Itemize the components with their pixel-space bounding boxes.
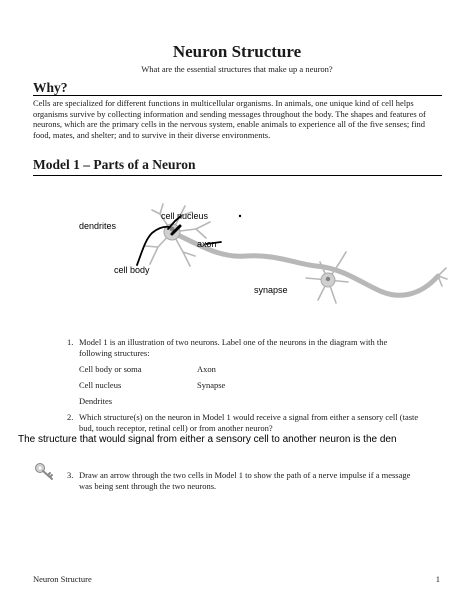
page-number: 1 (435, 574, 440, 584)
page-title: Neuron Structure (172, 42, 302, 61)
axon-fiber (180, 236, 438, 295)
why-heading: Why? (33, 80, 68, 95)
label-synapse: synapse (254, 285, 288, 295)
q1-structure: Synapse (197, 380, 226, 390)
model-divider (33, 175, 442, 176)
axon-terminals (438, 268, 447, 286)
page-subtitle: What are the essential structures that make up a neuron? (141, 64, 333, 74)
label-dendrites: dendrites (79, 221, 117, 231)
q1-structure: Cell body or soma (79, 364, 142, 374)
q3-number: 3. (67, 470, 74, 480)
q1-number: 1. (67, 337, 74, 347)
label-axon: axon (197, 239, 217, 249)
footer-title: Neuron Structure (33, 574, 92, 584)
model-heading: Model 1 – Parts of a Neuron (33, 157, 196, 172)
key-icon (34, 462, 56, 482)
q1-text: Model 1 is an illustration of two neurons. Label one of the neurons in the diagram with the following structures: (79, 337, 388, 358)
neuron-diagram (0, 190, 474, 340)
q3-text: Draw an arrow through the two cells in Model 1 to show the path of a nerve impulse if a message was being sent through the two neurons. (79, 470, 411, 491)
q1-structure: Axon (197, 364, 216, 374)
label-cell-body: cell body (114, 265, 150, 275)
q2-text: Which structure(s) on the neuron in Model 1 would receive a signal from either a sensory cell (taste bud, touch receptor, retinal cell) or from another neuron? (79, 412, 419, 433)
why-paragraph: Cells are specialized for different functions in multicellular organisms. In animals, one unique kind of cell helps organisms survive by collecting information and sending messages throughout the body. The shapes and features of neurons, which are the primary cells in the nervous system, enable animals to experience all of the five senses; find food, mates, and shelter; and to survive in their diverse environments. (33, 98, 426, 140)
q2-answer[interactable]: The structure that would signal from either a sensory cell to another neuron is the den (18, 434, 397, 445)
q1-structure: Cell nucleus (79, 380, 122, 390)
q1-structure: Dendrites (79, 396, 113, 406)
why-divider (33, 95, 442, 96)
stray-dot (239, 215, 241, 217)
label-cell-nucleus: cell nucleus (161, 211, 209, 221)
q2-number: 2. (67, 412, 74, 422)
nucleus-2 (326, 277, 330, 281)
